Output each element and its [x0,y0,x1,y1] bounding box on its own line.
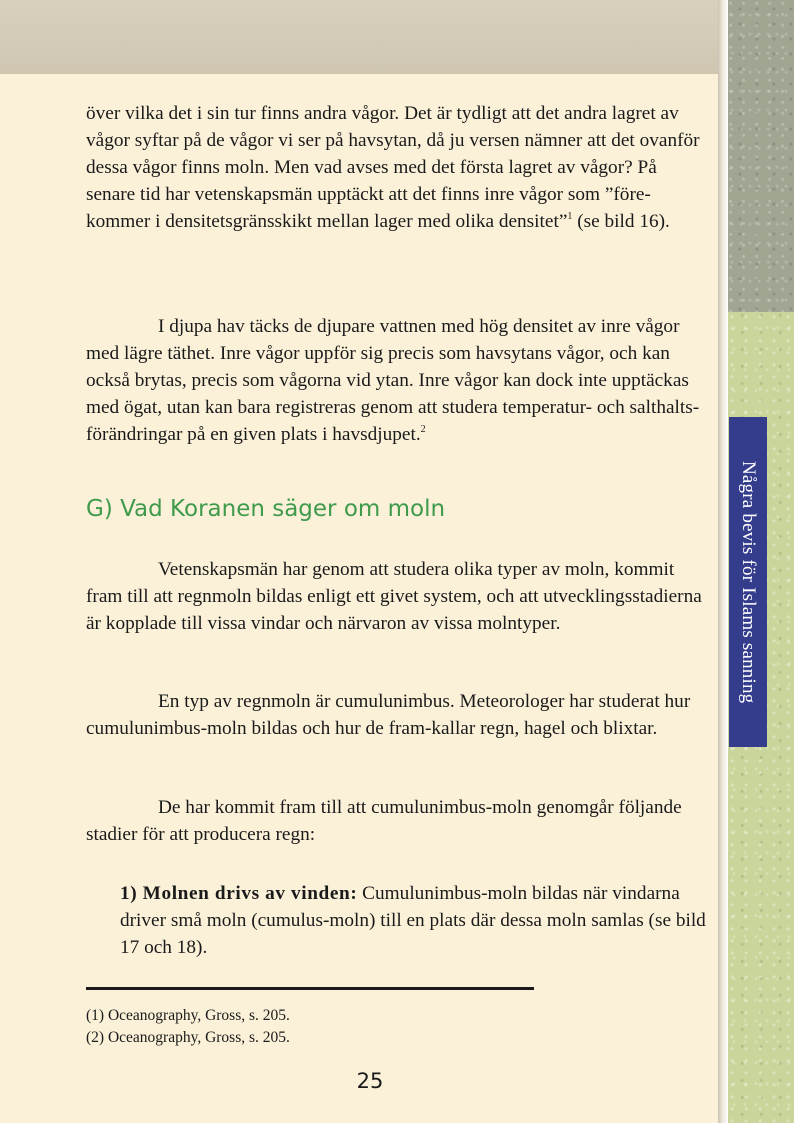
header-band [0,0,718,74]
paragraph-internal-waves-text: I djupa hav täcks de djupare vattnen med hög densitet av inre vågor med lägre täthet. Inre vågor uppför sig precis som havsytans vågor, och kan också brytas, precis som vågorna vid ytan. Inre vågor kan dock inte upptäckas med ögat, utan kan bara registreras genom att studera temperatur- och salthalts-förändringar på en given plats i havsdjupet. [86,316,700,445]
paragraph-cumulonimbus: En typ av regnmoln är cumulunimbus. Meteorologer har studerat hur cumulunimbus-moln bildas och hur de fram-kallar regn, hagel och blixtar. [86,691,691,739]
chapter-side-tab [729,417,767,747]
list-item-stage-1-text: Cumulunimbus-moln bildas när vindarna driver små moln (cumulus-moln) till en plats där dessa moln samlas (se bild 17 och 18). [120,883,706,958]
page-gutter [718,0,728,1123]
footnote-2: (2) Oceanography, Gross, s. 205. [86,1029,290,1046]
paragraph-waves-layers-text: över vilka det i sin tur finns andra vågor. Det är tydligt att det andra lagret av vågor syftar på de vågor vi ser på havsytan, då ju versen nämner att det ovanför dessa vågor finns moln. Men vad avses med det första lagret av vågor? På senare tid har vetenskapsmän upptäckt att det finns inre vågor som ”före-kommer i densitetsgränsskikt mellan lager med olika densitet” [86,103,700,232]
paragraph-waves-layers [86,100,702,235]
footnote-ref-1[interactable]: 1 [567,211,573,222]
list-item-stage-1-lead: 1) Molnen drivs av vinden: [120,883,358,904]
page-number: 25 [356,1069,384,1093]
list-item-stage-1 [120,880,710,961]
footnotes [86,1005,290,1049]
paragraph-rain-clouds: Vetenskapsmän har genom att studera olika typer av moln, kommit fram till att regnmoln bildas enligt ett givet system, och att utvecklingsstadierna är kopplade till vissa vindar och närvaron av vissa molntyper. [86,559,702,634]
footnote-ref-2[interactable]: 2 [420,424,426,435]
side-decoration-top [728,0,794,312]
section-heading: G) Vad Koranen säger om moln [86,496,446,522]
paragraph-internal-waves [86,313,702,448]
footnote-divider [86,987,534,990]
chapter-side-tab-label: Några bevis för Islams sanning [738,460,759,704]
footnote-1: (1) Oceanography, Gross, s. 205. [86,1007,290,1024]
paragraph-waves-layers-tail: (se bild 16). [572,211,670,232]
paragraph-stages-intro: De har kommit fram till att cumulunimbus-moln genomgår följande stadier för att producera regn: [86,797,682,845]
